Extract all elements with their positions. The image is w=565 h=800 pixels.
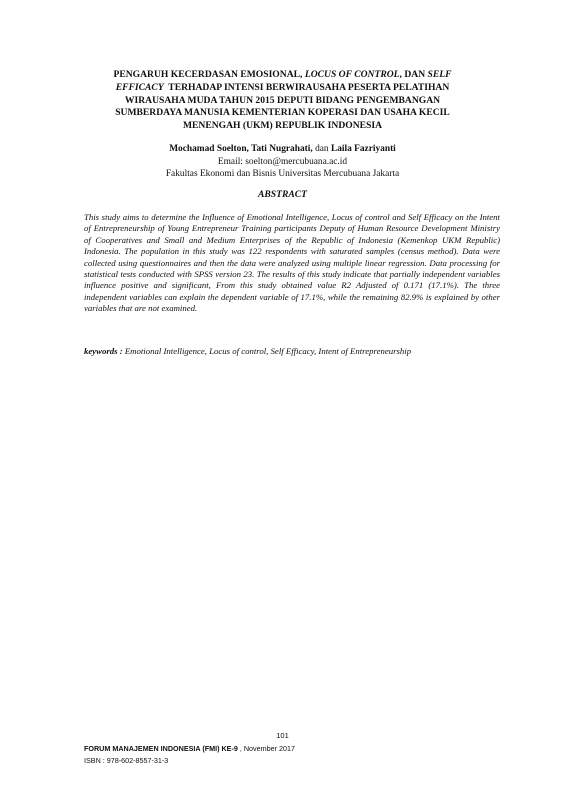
footer-forum-name: FORUM MANAJEMEN INDONESIA (FMI) KE-9 [84,744,238,753]
keywords-text: Emotional Intelligence, Locus of control, Self Efficacy, Intent of Entrepreneurship [122,346,412,356]
abstract-heading: ABSTRACT [257,189,308,200]
author-affiliation: Fakultas Ekonomi dan Bisnis Universitas Mercubuana Jakarta [165,169,400,180]
author-names-bold: Mochamad Soelton, Tati Nugrahati, [169,144,313,154]
abstract-body: This study aims to determine the Influence of Emotional Intelligence, Locus of control and Self Efficacy on the Intent of Entrepreneurship of Young Entrepreneur Training participants Deputy of Human Resource Development Ministry of Cooperatives and Small and Medium Enterprises of the Republic of Indonesia (Kemenkop UKM Republic) Indonesia. The population in this study was 122 respondents with saturated samples (census method). Data were collected using questionnaires and then the data were analyzed using multiple linear regression. Data processing for statistical tests conducted with SPSS version 23. The results of this study indicate that partially independent variables influence positive and significant, From this study obtained value R2 Adjusted of 0.171 (17.1%). The three independent variables can explain the dependent variable of 17.1%, while the remaining 82.9% is explained by other variables that are not examined. [84,212,500,314]
keywords-label: keywords : [84,346,123,356]
footer-forum-line [84,743,295,755]
title-italic-text: LOCUS OF CONTROL [304,69,400,80]
title-line [90,69,475,82]
title-line: MENENGAH (UKM) REPUBLIK INDONESIA [182,120,383,132]
keywords-line [84,346,514,357]
footer-isbn: ISBN : 978-602-8557-31-3 [84,755,169,765]
author-names [0,143,565,156]
title-line: SUMBERDAYA MANUSIA KEMENTERIAN KOPERASI DAN USAHA KECIL [115,107,450,119]
author-email: Email: soelton@mercubuana.ac.id [217,156,348,167]
page-number: 101 [276,731,289,740]
title-text: PENGARUH KECERDASAN EMOSIONAL, [113,69,305,80]
title-italic-text: EFFICACY [115,81,164,93]
footer [84,743,295,766]
author-conjunction: dan [312,144,331,154]
author-block [0,143,565,181]
title-italic-text: SELF [427,69,452,80]
paper-title [90,69,475,133]
title-text: , DAN [399,69,428,80]
title-line [90,82,475,95]
title-text: TERHADAP INTENSI BERWIRAUSAHA PESERTA PELATIHAN [163,81,450,93]
footer-forum-date: , November 2017 [237,744,296,753]
title-line: WIRAUSAHA MUDA TAHUN 2015 DEPUTI BIDANG PENGEMBANGAN [124,94,441,106]
author-last: Laila Fazriyanti [330,144,396,154]
